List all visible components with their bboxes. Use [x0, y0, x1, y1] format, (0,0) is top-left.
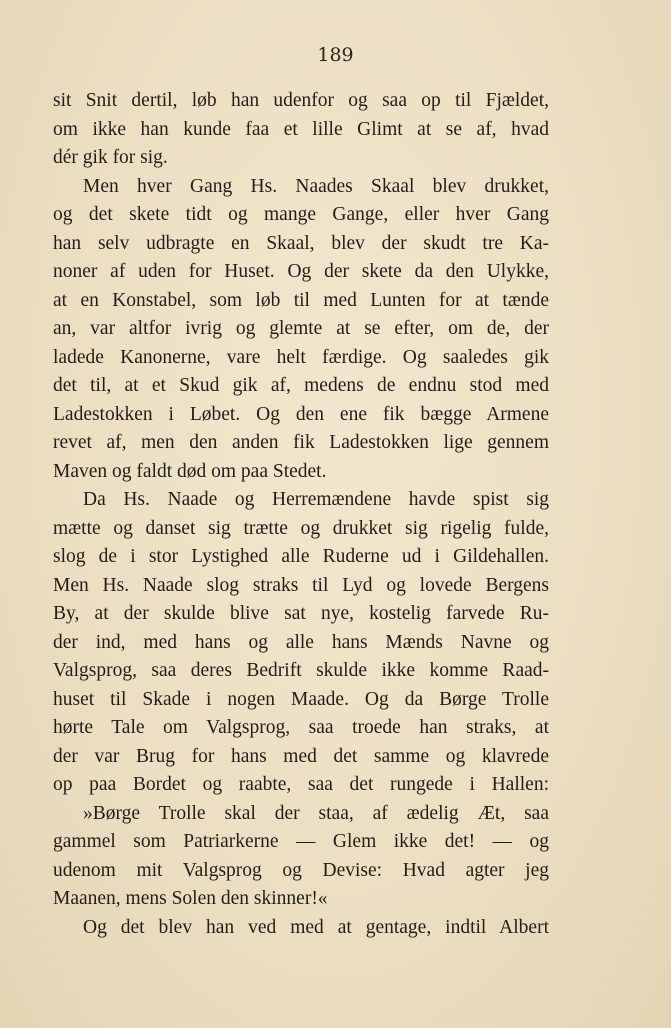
text-line: ladede Kanonerne, vare helt færdige. Og saaledes gik — [53, 346, 549, 368]
text-line: dér gik for sig. — [53, 147, 168, 168]
text-line: slog de i stor Lystighed alle Ruderne ud i Gildehallen. — [53, 546, 549, 567]
text-line: op paa Bordet og raabte, saa det rungede i Hallen: — [53, 774, 549, 795]
text-line: Valgsprog, saa deres Bedrift skulde ikke komme Raad- — [53, 660, 549, 681]
text-line: der var Brug for hans med det samme og klavrede — [53, 745, 549, 767]
text-line: det til, at et Skud gik af, medens de endnu stod med — [53, 375, 549, 396]
text-line: at en Konstabel, som løb til med Lunten for at tænde — [53, 289, 549, 311]
text-line: gammel som Patriarkerne — Glem ikke det! — og — [53, 831, 549, 852]
text-line: mætte og danset sig trætte og drukket sig rigelig fulde, — [53, 517, 549, 539]
text-line: sit Snit dertil, løb han udenfor og saa op til Fjældet, — [53, 90, 549, 111]
page-number: 189 — [317, 44, 354, 66]
body-text — [53, 87, 549, 942]
text-line: Og det blev han ved med at gentage, indtil Albert — [83, 916, 549, 938]
text-line: Maven og faldt død om paa Stedet. — [53, 460, 327, 482]
text-line: Men hver Gang Hs. Naades Skaal blev drukket, — [83, 175, 549, 197]
text-line: an, var altfor ivrig og glemte at se efter, om de, der — [53, 318, 549, 339]
text-line: revet af, men den anden fik Ladestokken lige gennem — [53, 432, 549, 453]
text-line: hørte Tale om Valgsprog, saa troede han straks, at — [53, 717, 549, 738]
text-line: noner af uden for Huset. Og der skete da den Ulykke, — [53, 261, 549, 282]
text-line: udenom mit Valgsprog og Devise: Hvad agter jeg — [53, 859, 549, 881]
text-line: Ladestokken i Løbet. Og den ene fik bægge Armene — [53, 403, 549, 425]
text-line: Maanen, mens Solen den skinner!« — [53, 888, 328, 909]
text-line: og det skete tidt og mange Gange, eller hver Gang — [53, 204, 549, 225]
text-line: By, at der skulde blive sat nye, kostelig farvede Ru- — [53, 603, 549, 624]
text-line: Men Hs. Naade slog straks til Lyd og lovede Bergens — [53, 574, 549, 596]
text-line: han selv udbragte en Skaal, blev der skudt tre Ka- — [53, 232, 549, 254]
text-line: Da Hs. Naade og Herremændene havde spist sig — [83, 489, 549, 510]
text-line: »Børge Trolle skal der staa, af ædelig Æt, saa — [83, 802, 549, 824]
text-line: der ind, med hans og alle hans Mænds Navne og — [53, 631, 549, 653]
text-line: huset til Skade i nogen Maade. Og da Børge Trolle — [53, 688, 549, 710]
text-line: om ikke han kunde faa et lille Glimt at se af, hvad — [53, 118, 549, 140]
